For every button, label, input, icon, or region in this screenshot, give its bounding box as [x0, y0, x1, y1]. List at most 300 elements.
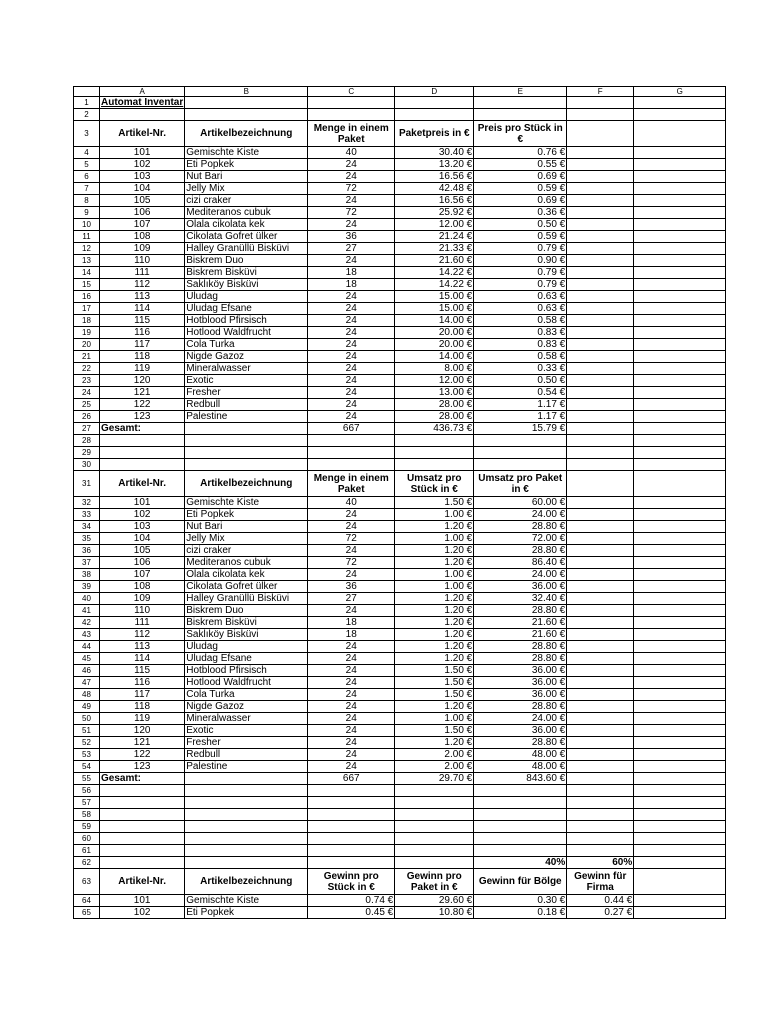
cell[interactable] [185, 97, 308, 109]
total-menge[interactable]: 667 [308, 773, 395, 785]
cell[interactable] [634, 339, 726, 351]
value-cell[interactable]: 0.33 € [474, 363, 567, 375]
menge-cell[interactable]: 24 [308, 605, 395, 617]
artikelbezeichnung-cell[interactable]: Biskrem Bisküvi [185, 617, 308, 629]
artikelbezeichnung-cell[interactable]: Palestine [185, 761, 308, 773]
cell[interactable] [634, 689, 726, 701]
menge-cell[interactable]: 24 [308, 375, 395, 387]
artikelbezeichnung-cell[interactable]: Gemischte Kiste [185, 147, 308, 159]
cell[interactable] [634, 617, 726, 629]
artikel-nr-cell[interactable]: 103 [100, 521, 185, 533]
cell[interactable] [100, 809, 185, 821]
value-cell[interactable]: 14.22 € [395, 267, 474, 279]
cell[interactable] [474, 797, 567, 809]
cell[interactable] [634, 845, 726, 857]
cell[interactable] [567, 219, 634, 231]
cell[interactable] [634, 243, 726, 255]
cell[interactable] [567, 653, 634, 665]
cell[interactable] [567, 363, 634, 375]
cell[interactable] [100, 821, 185, 833]
value-cell[interactable]: 1.20 € [395, 737, 474, 749]
cell[interactable] [567, 665, 634, 677]
value-cell[interactable]: 0.58 € [474, 351, 567, 363]
value-cell[interactable]: 10.80 € [395, 907, 474, 919]
artikel-nr-cell[interactable]: 111 [100, 617, 185, 629]
artikelbezeichnung-cell[interactable]: Cikolata Gofret ülker [185, 581, 308, 593]
menge-cell[interactable]: 24 [308, 399, 395, 411]
artikelbezeichnung-cell[interactable]: Olala cikolata kek [185, 219, 308, 231]
cell[interactable] [634, 725, 726, 737]
cell[interactable] [567, 267, 634, 279]
artikel-nr-cell[interactable]: 121 [100, 737, 185, 749]
value-cell[interactable]: 28.80 € [474, 605, 567, 617]
artikelbezeichnung-cell[interactable]: cizi craker [185, 195, 308, 207]
cell[interactable] [395, 857, 474, 869]
value-cell[interactable]: 0.83 € [474, 339, 567, 351]
cell[interactable] [634, 171, 726, 183]
menge-cell[interactable]: 24 [308, 665, 395, 677]
value-cell[interactable]: 25.92 € [395, 207, 474, 219]
cell[interactable] [634, 279, 726, 291]
menge-cell[interactable]: 24 [308, 701, 395, 713]
artikelbezeichnung-cell[interactable]: Jelly Mix [185, 183, 308, 195]
value-cell[interactable]: 21.60 € [395, 255, 474, 267]
cell[interactable] [634, 533, 726, 545]
value-cell[interactable]: 14.22 € [395, 279, 474, 291]
cell[interactable] [185, 797, 308, 809]
value-cell[interactable]: 0.18 € [474, 907, 567, 919]
cell[interactable] [634, 399, 726, 411]
cell[interactable] [567, 785, 634, 797]
artikelbezeichnung-cell[interactable]: Uludag Efsane [185, 653, 308, 665]
cell[interactable] [185, 809, 308, 821]
value-cell[interactable]: 14.00 € [395, 351, 474, 363]
artikelbezeichnung-cell[interactable]: Eti Popkek [185, 159, 308, 171]
cell[interactable] [634, 857, 726, 869]
cell[interactable] [567, 171, 634, 183]
cell[interactable] [100, 845, 185, 857]
header-col-e[interactable]: Umsatz pro Paket in € [474, 471, 567, 497]
header-col-e[interactable]: Gewinn für Bölge [474, 869, 567, 895]
artikel-nr-cell[interactable]: 114 [100, 653, 185, 665]
header-col-d[interactable]: Paketpreis in € [395, 121, 474, 147]
menge-cell[interactable]: 18 [308, 267, 395, 279]
artikel-nr-cell[interactable]: 101 [100, 895, 185, 907]
cell[interactable] [634, 509, 726, 521]
menge-cell[interactable]: 24 [308, 689, 395, 701]
cell[interactable] [634, 869, 726, 895]
cell[interactable] [474, 435, 567, 447]
cell[interactable] [185, 109, 308, 121]
value-cell[interactable]: 24.00 € [474, 509, 567, 521]
value-cell[interactable]: 13.00 € [395, 387, 474, 399]
cell[interactable] [185, 435, 308, 447]
cell[interactable] [634, 411, 726, 423]
artikel-nr-cell[interactable]: 101 [100, 497, 185, 509]
menge-cell[interactable]: 24 [308, 303, 395, 315]
cell[interactable] [395, 447, 474, 459]
header-artikelbezeichnung[interactable]: Artikelbezeichnung [185, 471, 308, 497]
cell[interactable] [567, 339, 634, 351]
artikel-nr-cell[interactable]: 119 [100, 713, 185, 725]
value-cell[interactable]: 60.00 € [474, 497, 567, 509]
value-cell[interactable]: 28.00 € [395, 411, 474, 423]
cell[interactable] [185, 821, 308, 833]
artikelbezeichnung-cell[interactable]: Mineralwasser [185, 713, 308, 725]
cell[interactable] [567, 533, 634, 545]
value-cell[interactable]: 0.50 € [474, 219, 567, 231]
value-cell[interactable]: 36.00 € [474, 725, 567, 737]
menge-cell[interactable]: 24 [308, 159, 395, 171]
gesamt-label[interactable]: Gesamt: [100, 423, 185, 435]
cell[interactable] [567, 291, 634, 303]
artikel-nr-cell[interactable]: 114 [100, 303, 185, 315]
artikel-nr-cell[interactable]: 116 [100, 327, 185, 339]
cell[interactable] [474, 833, 567, 845]
artikel-nr-cell[interactable]: 103 [100, 171, 185, 183]
total-value[interactable]: 436.73 € [395, 423, 474, 435]
artikel-nr-cell[interactable]: 112 [100, 629, 185, 641]
cell[interactable] [634, 521, 726, 533]
cell[interactable] [634, 749, 726, 761]
artikel-nr-cell[interactable]: 101 [100, 147, 185, 159]
value-cell[interactable]: 1.20 € [395, 641, 474, 653]
cell[interactable] [308, 857, 395, 869]
artikel-nr-cell[interactable]: 110 [100, 605, 185, 617]
value-cell[interactable]: 28.80 € [474, 653, 567, 665]
artikelbezeichnung-cell[interactable]: Eti Popkek [185, 907, 308, 919]
cell[interactable] [634, 545, 726, 557]
menge-cell[interactable]: 24 [308, 315, 395, 327]
menge-cell[interactable]: 27 [308, 243, 395, 255]
cell[interactable] [567, 605, 634, 617]
menge-cell[interactable]: 24 [308, 387, 395, 399]
cell[interactable] [567, 327, 634, 339]
column-header-d[interactable]: D [395, 87, 474, 97]
value-cell[interactable]: 0.79 € [474, 267, 567, 279]
menge-cell[interactable]: 24 [308, 725, 395, 737]
cell[interactable] [634, 785, 726, 797]
cell[interactable] [634, 677, 726, 689]
artikel-nr-cell[interactable]: 119 [100, 363, 185, 375]
artikelbezeichnung-cell[interactable]: Biskrem Duo [185, 605, 308, 617]
cell[interactable] [308, 809, 395, 821]
artikelbezeichnung-cell[interactable]: Cola Turka [185, 339, 308, 351]
value-cell[interactable]: 0.58 € [474, 315, 567, 327]
artikel-nr-cell[interactable]: 108 [100, 231, 185, 243]
cell[interactable] [474, 97, 567, 109]
percent-bolge[interactable]: 40% [474, 857, 567, 869]
value-cell[interactable]: 1.50 € [395, 665, 474, 677]
cell[interactable] [395, 845, 474, 857]
artikelbezeichnung-cell[interactable]: Cola Turka [185, 689, 308, 701]
cell[interactable] [185, 773, 308, 785]
header-artikel-nr[interactable]: Artikel-Nr. [100, 869, 185, 895]
value-cell[interactable]: 1.20 € [395, 605, 474, 617]
sheet-title[interactable]: Automat Inventar [101, 97, 184, 108]
value-cell[interactable]: 0.59 € [474, 231, 567, 243]
cell[interactable] [567, 677, 634, 689]
cell[interactable] [567, 183, 634, 195]
cell[interactable] [567, 121, 634, 147]
value-cell[interactable]: 0.79 € [474, 243, 567, 255]
cell[interactable] [395, 797, 474, 809]
menge-cell[interactable]: 24 [308, 291, 395, 303]
cell[interactable] [567, 509, 634, 521]
cell[interactable] [634, 907, 726, 919]
cell[interactable] [567, 375, 634, 387]
value-cell[interactable]: 15.00 € [395, 291, 474, 303]
cell[interactable] [634, 315, 726, 327]
artikelbezeichnung-cell[interactable]: Nigde Gazoz [185, 351, 308, 363]
artikel-nr-cell[interactable]: 109 [100, 593, 185, 605]
artikel-nr-cell[interactable]: 102 [100, 907, 185, 919]
value-cell[interactable]: 0.76 € [474, 147, 567, 159]
artikel-nr-cell[interactable]: 120 [100, 375, 185, 387]
artikelbezeichnung-cell[interactable]: Nut Bari [185, 171, 308, 183]
cell[interactable] [185, 423, 308, 435]
value-cell[interactable]: 1.17 € [474, 399, 567, 411]
header-artikelbezeichnung[interactable]: Artikelbezeichnung [185, 869, 308, 895]
value-cell[interactable]: 1.20 € [395, 701, 474, 713]
menge-cell[interactable]: 27 [308, 593, 395, 605]
cell[interactable] [567, 581, 634, 593]
value-cell[interactable]: 1.00 € [395, 569, 474, 581]
artikelbezeichnung-cell[interactable]: Eti Popkek [185, 509, 308, 521]
artikel-nr-cell[interactable]: 115 [100, 315, 185, 327]
value-cell[interactable]: 42.48 € [395, 183, 474, 195]
value-cell[interactable]: 1.00 € [395, 509, 474, 521]
cell[interactable] [567, 797, 634, 809]
artikelbezeichnung-cell[interactable]: Mediteranos cubuk [185, 557, 308, 569]
value-cell[interactable]: 0.27 € [567, 907, 634, 919]
artikel-nr-cell[interactable]: 123 [100, 761, 185, 773]
cell[interactable] [567, 207, 634, 219]
cell[interactable] [567, 447, 634, 459]
value-cell[interactable]: 1.20 € [395, 617, 474, 629]
artikelbezeichnung-cell[interactable]: Hotlood Waldfrucht [185, 677, 308, 689]
cell[interactable] [567, 411, 634, 423]
cell[interactable] [395, 833, 474, 845]
artikelbezeichnung-cell[interactable]: Saklıköy Bisküvi [185, 279, 308, 291]
cell[interactable] [185, 845, 308, 857]
value-cell[interactable]: 1.50 € [395, 689, 474, 701]
artikelbezeichnung-cell[interactable]: Mediteranos cubuk [185, 207, 308, 219]
menge-cell[interactable]: 72 [308, 533, 395, 545]
cell[interactable] [567, 423, 634, 435]
artikelbezeichnung-cell[interactable]: Palestine [185, 411, 308, 423]
cell[interactable] [567, 471, 634, 497]
menge-cell[interactable]: 24 [308, 339, 395, 351]
menge-cell[interactable]: 24 [308, 737, 395, 749]
menge-cell[interactable]: 24 [308, 363, 395, 375]
value-cell[interactable]: 72.00 € [474, 533, 567, 545]
cell[interactable] [567, 399, 634, 411]
menge-cell[interactable]: 24 [308, 509, 395, 521]
cell[interactable] [100, 857, 185, 869]
cell[interactable] [567, 845, 634, 857]
cell[interactable] [634, 713, 726, 725]
column-header-e[interactable]: E [474, 87, 567, 97]
cell[interactable] [567, 749, 634, 761]
cell[interactable] [395, 459, 474, 471]
cell[interactable] [567, 147, 634, 159]
value-cell[interactable]: 15.00 € [395, 303, 474, 315]
artikelbezeichnung-cell[interactable]: Exotic [185, 725, 308, 737]
value-cell[interactable]: 8.00 € [395, 363, 474, 375]
cell[interactable] [567, 195, 634, 207]
artikel-nr-cell[interactable]: 117 [100, 339, 185, 351]
value-cell[interactable]: 20.00 € [395, 327, 474, 339]
cell[interactable] [567, 617, 634, 629]
artikel-nr-cell[interactable]: 108 [100, 581, 185, 593]
cell[interactable] [634, 121, 726, 147]
value-cell[interactable]: 0.55 € [474, 159, 567, 171]
cell[interactable] [634, 267, 726, 279]
cell[interactable] [185, 785, 308, 797]
menge-cell[interactable]: 24 [308, 749, 395, 761]
value-cell[interactable]: 1.20 € [395, 593, 474, 605]
cell[interactable] [567, 809, 634, 821]
cell[interactable] [308, 833, 395, 845]
artikelbezeichnung-cell[interactable]: Exotic [185, 375, 308, 387]
cell[interactable] [567, 255, 634, 267]
value-cell[interactable]: 16.56 € [395, 195, 474, 207]
cell[interactable] [634, 497, 726, 509]
artikel-nr-cell[interactable]: 118 [100, 351, 185, 363]
value-cell[interactable]: 1.50 € [395, 677, 474, 689]
cell[interactable] [308, 821, 395, 833]
cell[interactable] [308, 797, 395, 809]
menge-cell[interactable]: 36 [308, 231, 395, 243]
value-cell[interactable]: 20.00 € [395, 339, 474, 351]
cell[interactable] [634, 351, 726, 363]
cell[interactable] [308, 459, 395, 471]
cell[interactable] [634, 557, 726, 569]
value-cell[interactable]: 30.40 € [395, 147, 474, 159]
column-header-g[interactable]: G [634, 87, 726, 97]
artikel-nr-cell[interactable]: 118 [100, 701, 185, 713]
cell[interactable] [634, 833, 726, 845]
artikelbezeichnung-cell[interactable]: Fresher [185, 737, 308, 749]
cell[interactable] [634, 459, 726, 471]
cell[interactable] [634, 423, 726, 435]
cell[interactable] [634, 183, 726, 195]
value-cell[interactable]: 28.80 € [474, 521, 567, 533]
header-col-c[interactable]: Gewinn pro Stück in € [308, 869, 395, 895]
cell[interactable] [634, 291, 726, 303]
total-value[interactable]: 15.79 € [474, 423, 567, 435]
value-cell[interactable]: 24.00 € [474, 713, 567, 725]
value-cell[interactable]: 21.60 € [474, 617, 567, 629]
cell[interactable] [634, 653, 726, 665]
value-cell[interactable]: 0.74 € [308, 895, 395, 907]
cell[interactable] [634, 471, 726, 497]
cell[interactable] [395, 109, 474, 121]
cell[interactable] [185, 447, 308, 459]
menge-cell[interactable]: 72 [308, 557, 395, 569]
cell[interactable] [474, 447, 567, 459]
cell[interactable] [634, 701, 726, 713]
value-cell[interactable]: 0.63 € [474, 291, 567, 303]
cell[interactable] [100, 447, 185, 459]
artikelbezeichnung-cell[interactable]: Mineralwasser [185, 363, 308, 375]
cell[interactable] [567, 315, 634, 327]
menge-cell[interactable]: 24 [308, 255, 395, 267]
artikel-nr-cell[interactable]: 120 [100, 725, 185, 737]
menge-cell[interactable]: 36 [308, 581, 395, 593]
artikel-nr-cell[interactable]: 109 [100, 243, 185, 255]
cell[interactable] [634, 255, 726, 267]
cell[interactable] [100, 459, 185, 471]
value-cell[interactable]: 0.79 € [474, 279, 567, 291]
cell[interactable] [100, 435, 185, 447]
artikelbezeichnung-cell[interactable]: Uludag Efsane [185, 303, 308, 315]
cell[interactable] [567, 521, 634, 533]
menge-cell[interactable]: 24 [308, 195, 395, 207]
value-cell[interactable]: 0.69 € [474, 195, 567, 207]
value-cell[interactable]: 36.00 € [474, 665, 567, 677]
cell[interactable] [567, 387, 634, 399]
artikelbezeichnung-cell[interactable]: cizi craker [185, 545, 308, 557]
value-cell[interactable]: 1.00 € [395, 581, 474, 593]
value-cell[interactable]: 12.00 € [395, 219, 474, 231]
cell[interactable] [567, 569, 634, 581]
cell[interactable] [634, 207, 726, 219]
cell[interactable] [634, 773, 726, 785]
artikelbezeichnung-cell[interactable]: Hotblood Pfirsisch [185, 665, 308, 677]
value-cell[interactable]: 1.50 € [395, 725, 474, 737]
cell[interactable] [395, 435, 474, 447]
cell[interactable] [634, 809, 726, 821]
value-cell[interactable]: 2.00 € [395, 749, 474, 761]
value-cell[interactable]: 0.54 € [474, 387, 567, 399]
cell[interactable] [308, 845, 395, 857]
header-artikel-nr[interactable]: Artikel-Nr. [100, 471, 185, 497]
artikelbezeichnung-cell[interactable]: Hotlood Waldfrucht [185, 327, 308, 339]
value-cell[interactable]: 1.20 € [395, 545, 474, 557]
cell[interactable] [308, 435, 395, 447]
cell[interactable] [634, 581, 726, 593]
cell[interactable] [634, 219, 726, 231]
cell[interactable] [567, 435, 634, 447]
cell[interactable] [567, 833, 634, 845]
menge-cell[interactable]: 72 [308, 183, 395, 195]
artikel-nr-cell[interactable]: 122 [100, 399, 185, 411]
menge-cell[interactable]: 24 [308, 411, 395, 423]
cell[interactable] [308, 785, 395, 797]
menge-cell[interactable]: 18 [308, 279, 395, 291]
cell[interactable] [567, 231, 634, 243]
cell[interactable] [567, 459, 634, 471]
header-artikelbezeichnung[interactable]: Artikelbezeichnung [185, 121, 308, 147]
cell[interactable] [634, 761, 726, 773]
artikelbezeichnung-cell[interactable]: Redbull [185, 399, 308, 411]
cell[interactable] [634, 159, 726, 171]
value-cell[interactable]: 1.20 € [395, 557, 474, 569]
artikel-nr-cell[interactable]: 122 [100, 749, 185, 761]
cell[interactable] [634, 737, 726, 749]
cell[interactable] [567, 737, 634, 749]
cell[interactable] [634, 363, 726, 375]
menge-cell[interactable]: 24 [308, 351, 395, 363]
menge-cell[interactable]: 24 [308, 545, 395, 557]
cell[interactable] [567, 629, 634, 641]
value-cell[interactable]: 14.00 € [395, 315, 474, 327]
cell[interactable] [634, 447, 726, 459]
artikel-nr-cell[interactable]: 115 [100, 665, 185, 677]
menge-cell[interactable]: 72 [308, 207, 395, 219]
